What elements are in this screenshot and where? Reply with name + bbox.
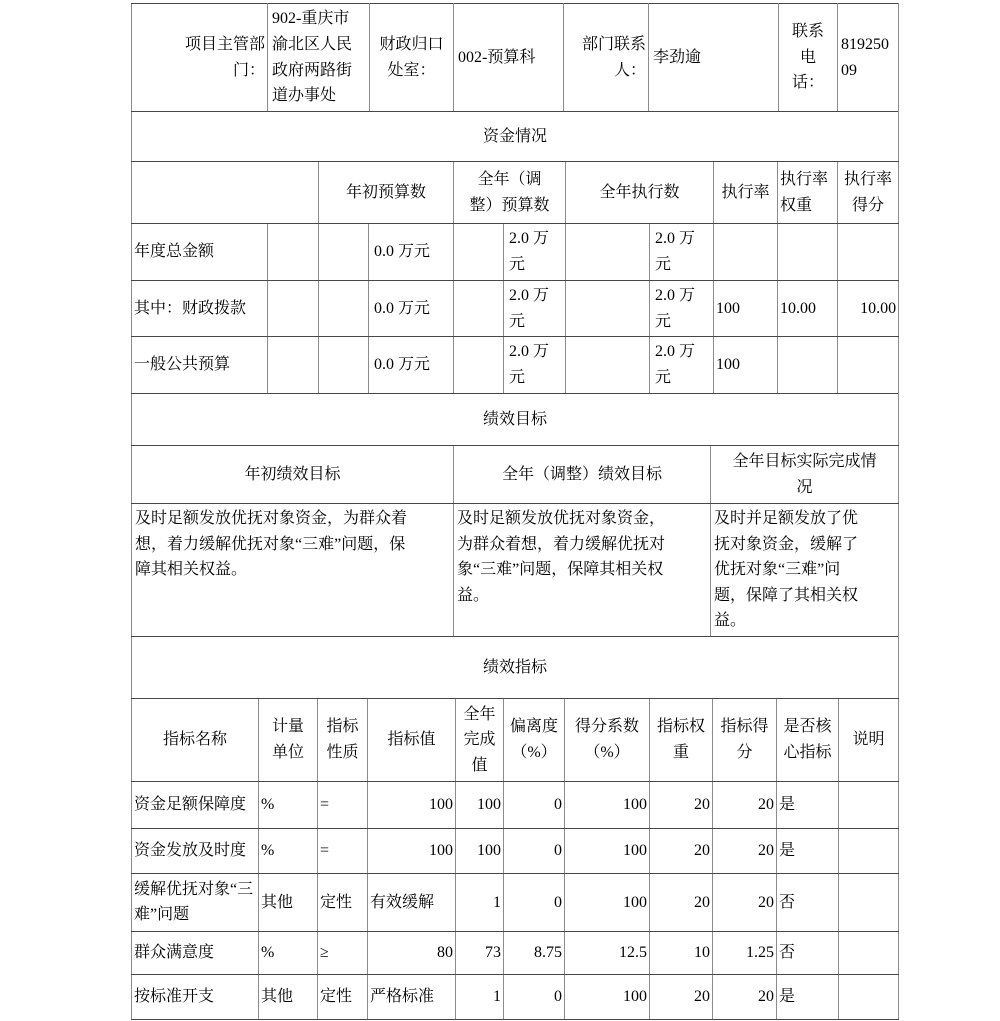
goals-text-row [132,504,899,637]
empty-cell [454,337,504,394]
funding-header-rate: 执行率 [714,162,778,224]
funding-header-row [132,162,899,224]
funding-header-rate-score: 执行率得分 [838,162,899,224]
ind-target-cell: 有效缓解 [368,873,456,931]
ind-weight-cell: 20 [650,974,713,1019]
funding-table [131,111,899,394]
ind-completed-cell: 100 [456,828,504,873]
info-table [131,3,899,112]
ind-note-cell [839,974,899,1019]
indicator-row [132,828,899,873]
ind-coefficient-cell: 100 [565,781,650,828]
ind-header-coefficient: 得分系数（%） [565,698,650,781]
empty-cell [454,224,504,281]
empty-cell [268,224,319,281]
empty-cell [566,224,650,281]
finance-office-label: 财政归口处室： [379,35,444,79]
ind-name-cell: 资金发放及时度 [132,828,259,873]
funding-rate-cell: 100 [714,337,778,394]
indicator-row [132,873,899,931]
ind-header-weight: 指标权重 [650,698,713,781]
goals-banner-row [132,394,899,446]
ind-target-cell: 100 [368,781,456,828]
ind-completed-cell: 1 [456,974,504,1019]
goals-header-initial: 年初绩效目标 [132,446,454,504]
funding-adjusted-cell: 2.0 万元 [504,281,566,337]
ind-core-cell: 否 [777,873,839,931]
contact-label: 部门联系人： [581,35,646,79]
empty-cell [454,281,504,337]
funding-executed-cell: 2.0 万元 [650,224,714,281]
ind-nature-cell: = [318,828,368,873]
funding-row-label: 一般公共预算 [132,337,268,394]
ind-header-completed: 全年完成值 [456,698,504,781]
goal-initial-text: 及时足额发放优抚对象资金，为群众着想，着力缓解优抚对象“三难”问题，保障其相关权益。 [132,504,454,637]
funding-adjusted-cell: 2.0 万元 [504,337,566,394]
ind-weight-cell: 20 [650,781,713,828]
funding-initial-cell: 0.0 万元 [369,224,454,281]
goal-adjusted-text: 及时足额发放优抚对象资金，为群众着想，着力缓解优抚对象“三难”问题，保障其相关权益。 [454,504,711,637]
ind-header-core: 是否核心指标 [777,698,839,781]
ind-core-cell: 是 [777,781,839,828]
finance-office-label-cell [370,4,454,112]
phone-value-cell: 81925009 [838,4,899,112]
ind-header-target: 指标值 [368,698,456,781]
indicators-header-row [132,698,899,781]
funding-header-initial: 年初预算数 [319,162,454,224]
funding-header-empty [132,162,319,224]
goals-header-row [132,446,899,504]
goals-table [131,393,899,637]
indicators-section-title: 绩效指标 [132,636,899,698]
ind-nature-cell: 定性 [318,873,368,931]
ind-header-score: 指标得分 [713,698,777,781]
ind-deviation-cell: 0 [504,828,565,873]
funding-rate-cell [714,224,778,281]
empty-cell [319,337,369,394]
ind-score-cell: 20 [713,828,777,873]
ind-name-cell: 群众满意度 [132,931,259,974]
empty-cell [268,337,319,394]
funding-score-cell [838,224,899,281]
ind-completed-cell: 73 [456,931,504,974]
empty-cell [566,337,650,394]
funding-weight-cell [778,224,838,281]
funding-row-fiscal [132,281,899,337]
finance-office-value-cell: 002-预算科 [454,4,564,112]
info-row [132,4,899,112]
funding-row-label: 其中：财政拨款 [132,281,268,337]
ind-weight-cell: 20 [650,873,713,931]
ind-header-nature: 指标性质 [318,698,368,781]
indicators-table [131,636,899,1020]
empty-cell [566,281,650,337]
ind-core-cell: 是 [777,828,839,873]
dept-label-cell [132,4,268,112]
ind-name-cell: 资金足额保障度 [132,781,259,828]
ind-score-cell: 1.25 [713,931,777,974]
ind-name-cell: 缓解优抚对象“三难”问题 [132,873,259,931]
ind-weight-cell: 10 [650,931,713,974]
ind-completed-cell: 100 [456,781,504,828]
ind-score-cell: 20 [713,873,777,931]
ind-deviation-cell: 0 [504,873,565,931]
contact-value-cell: 李劲逾 [649,4,779,112]
ind-unit-cell: % [259,828,318,873]
funding-header-adjusted: 全年（调整）预算数 [454,162,566,224]
dept-value-cell: 902-重庆市渝北区人民政府两路街道办事处 [268,4,370,112]
ind-nature-cell: ≥ [318,931,368,974]
indicator-row [132,781,899,828]
funding-score-cell [838,337,899,394]
ind-nature-cell: 定性 [318,974,368,1019]
funding-score-cell: 10.00 [838,281,899,337]
funding-rate-cell: 100 [714,281,778,337]
ind-core-cell: 是 [777,974,839,1019]
ind-coefficient-cell: 100 [565,828,650,873]
funding-header-executed: 全年执行数 [566,162,714,224]
ind-target-cell: 80 [368,931,456,974]
funding-row-label: 年度总金额 [132,224,268,281]
ind-note-cell [839,931,899,974]
goals-header-adjusted: 全年（调整）绩效目标 [454,446,711,504]
ind-note-cell [839,873,899,931]
contact-label-cell [564,4,649,112]
ind-weight-cell: 20 [650,828,713,873]
ind-coefficient-cell: 12.5 [565,931,650,974]
ind-unit-cell: 其他 [259,974,318,1019]
funding-banner-row [132,112,899,162]
ind-core-cell: 否 [777,931,839,974]
dept-label: 项目主管部门： [184,35,265,79]
empty-cell [319,224,369,281]
ind-deviation-cell: 0 [504,974,565,1019]
funding-weight-cell [778,337,838,394]
funding-row-public-budget [132,337,899,394]
funding-header-rate-weight: 执行率权重 [778,162,838,224]
ind-target-cell: 严格标准 [368,974,456,1019]
performance-report-sheet [131,4,898,1020]
ind-header-deviation: 偏离度（%） [504,698,565,781]
funding-adjusted-cell: 2.0 万元 [504,224,566,281]
ind-target-cell: 100 [368,828,456,873]
ind-note-cell [839,828,899,873]
ind-coefficient-cell: 100 [565,873,650,931]
phone-label: 联系电话： [791,23,824,92]
ind-header-note: 说明 [839,698,899,781]
ind-deviation-cell: 8.75 [504,931,565,974]
ind-deviation-cell: 0 [504,781,565,828]
goal-actual-text: 及时并足额发放了优抚对象资金，缓解了优抚对象“三难”问题，保障了其相关权益。 [711,504,899,637]
funding-row-total [132,224,899,281]
ind-unit-cell: 其他 [259,873,318,931]
ind-coefficient-cell: 100 [565,974,650,1019]
funding-initial-cell: 0.0 万元 [369,337,454,394]
ind-score-cell: 20 [713,781,777,828]
ind-header-unit: 计量单位 [259,698,318,781]
ind-nature-cell: = [318,781,368,828]
ind-unit-cell: % [259,931,318,974]
indicators-banner-row [132,636,899,698]
goals-header-actual: 全年目标实际完成情况 [711,446,899,504]
funding-executed-cell: 2.0 万元 [650,337,714,394]
empty-cell [268,281,319,337]
funding-executed-cell: 2.0 万元 [650,281,714,337]
ind-score-cell: 20 [713,974,777,1019]
ind-header-name: 指标名称 [132,698,259,781]
goals-section-title: 绩效目标 [132,394,899,446]
indicator-row [132,974,899,1019]
ind-completed-cell: 1 [456,873,504,931]
phone-label-cell [779,4,838,112]
ind-name-cell: 按标准开支 [132,974,259,1019]
ind-unit-cell: % [259,781,318,828]
funding-section-title: 资金情况 [132,112,899,162]
indicator-row [132,931,899,974]
ind-note-cell [839,781,899,828]
empty-cell [319,281,369,337]
funding-initial-cell: 0.0 万元 [369,281,454,337]
funding-weight-cell: 10.00 [778,281,838,337]
